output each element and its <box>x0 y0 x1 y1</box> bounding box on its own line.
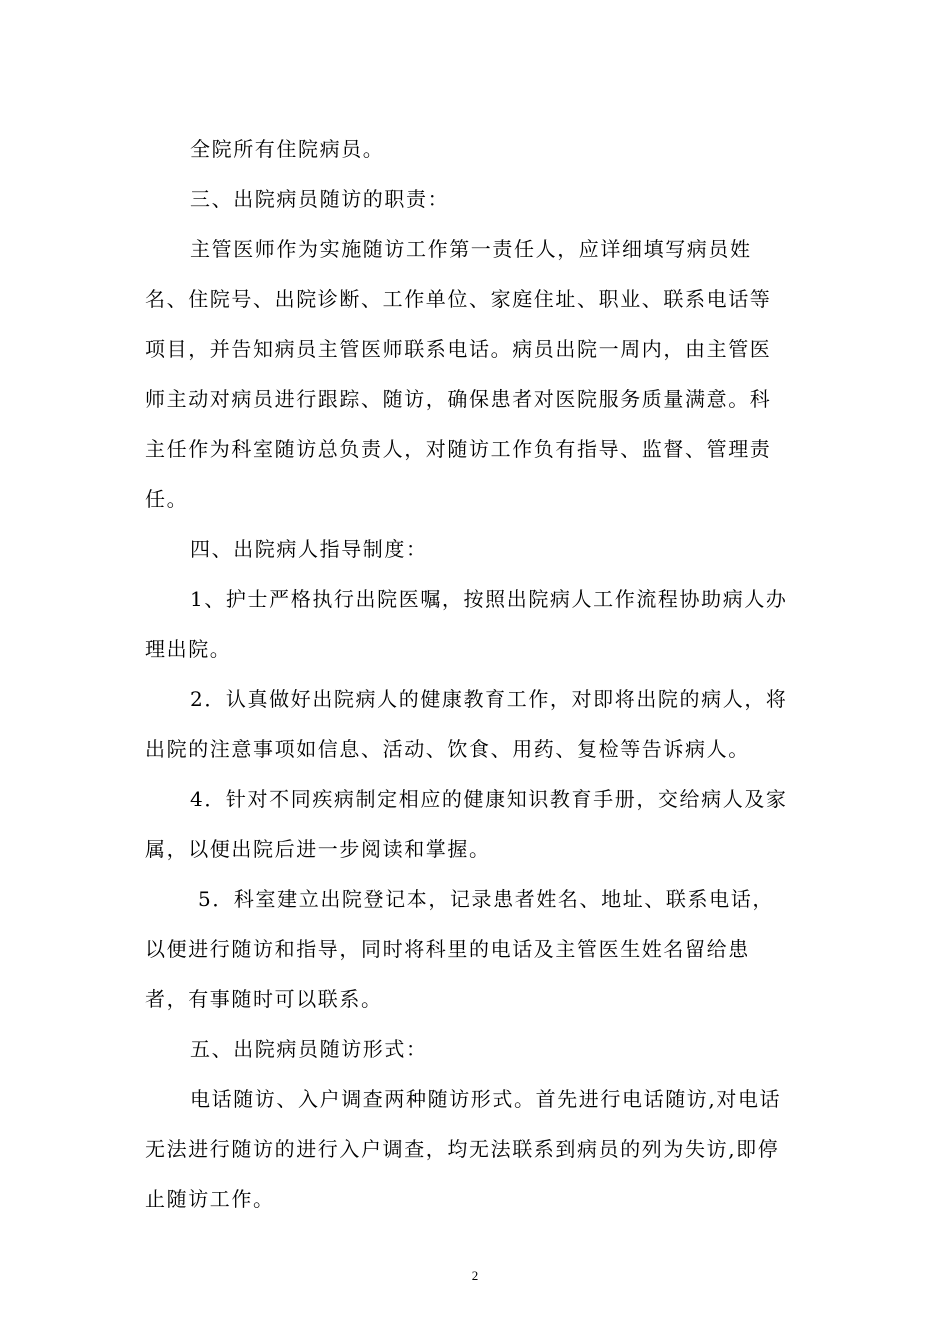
section-heading: 四、出院病人指导制度： <box>190 537 428 561</box>
text-line: 止随访工作。 <box>145 1187 275 1211</box>
section-heading: 三、出院病员随访的职责： <box>190 187 450 211</box>
text-line: 全院所有住院病员。 <box>190 137 385 161</box>
text-line: 任。 <box>145 487 189 511</box>
section-heading: 五、出院病员随访形式： <box>190 1037 428 1061</box>
text-line: 项目，并告知病员主管医师联系电话。病员出院一周内，由主管医 <box>145 337 772 361</box>
text-line: 无法进行随访的进行入户调查，均无法联系到病员的列为失访,即停 <box>145 1137 780 1161</box>
text-line: 4．针对不同疾病制定相应的健康知识教育手册，交给病人及家 <box>190 787 788 811</box>
text-line: 5．科室建立出院登记本，记录患者姓名、地址、联系电话， <box>198 887 774 911</box>
text-line: 师主动对病员进行跟踪、随访，确保患者对医院服务质量满意。科 <box>145 387 772 411</box>
text-line: 者，有事随时可以联系。 <box>145 987 383 1011</box>
text-line: 1、护士严格执行出院医嘱，按照出院病人工作流程协助病人办 <box>190 587 788 611</box>
text-line: 名、住院号、出院诊断、工作单位、家庭住址、职业、联系电话等 <box>145 287 772 311</box>
text-line: 以便进行随访和指导，同时将科里的电话及主管医生姓名留给患 <box>145 937 750 961</box>
text-line: 2．认真做好出院病人的健康教育工作，对即将出院的病人，将 <box>190 687 788 711</box>
text-line: 主任作为科室随访总负责人，对随访工作负有指导、监督、管理责 <box>145 437 772 461</box>
text-line: 属，以便出院后进一步阅读和掌握。 <box>145 837 491 861</box>
text-line: 电话随访、入户调查两种随访形式。首先进行电话随访,对电话 <box>190 1087 782 1111</box>
page-number: 2 <box>471 1268 479 1283</box>
text-line: 理出院。 <box>145 637 232 661</box>
text-line: 主管医师作为实施随访工作第一责任人，应详细填写病员姓 <box>190 237 752 261</box>
text-line: 出院的注意事项如信息、活动、饮食、用药、复检等告诉病人。 <box>145 737 750 761</box>
